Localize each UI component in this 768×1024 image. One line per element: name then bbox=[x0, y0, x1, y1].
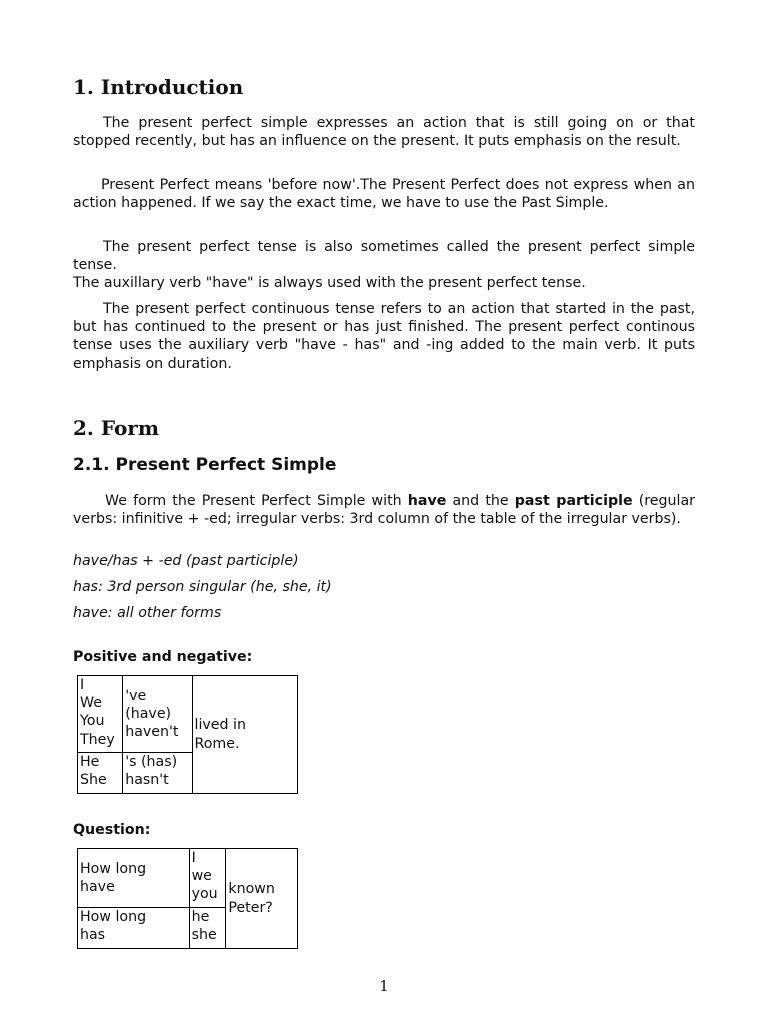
formula-line-1: have/has + -ed (past participle) bbox=[73, 553, 299, 569]
table-cell-subjects-singular bbox=[189, 908, 226, 949]
table-row bbox=[78, 849, 298, 908]
formula-line-2: has: 3rd person singular (he, she, it) bbox=[73, 579, 332, 595]
question-label: Question: bbox=[73, 822, 151, 838]
table-cell-line: They bbox=[80, 731, 115, 748]
section-heading-form: 2. Form bbox=[73, 416, 159, 440]
table-cell-line: we bbox=[191, 868, 212, 885]
table-cell-line: known bbox=[228, 881, 275, 898]
form-intro-bold-have: have bbox=[407, 493, 447, 509]
table-cell-line: hasn't bbox=[125, 772, 169, 789]
form-intro-text-1: We form the Present Perfect Simple with bbox=[105, 493, 408, 509]
table-cell-line: has bbox=[80, 927, 106, 944]
table-cell-subjects-plural bbox=[78, 676, 123, 753]
question-table bbox=[77, 848, 298, 949]
table-cell-line: 's (has) bbox=[125, 754, 178, 770]
table-cell-line: 've bbox=[125, 687, 147, 704]
table-cell-how-long-has bbox=[78, 908, 190, 949]
table-cell-line: Peter? bbox=[228, 899, 273, 916]
table-cell-subjects-plural bbox=[189, 849, 226, 908]
table-cell-line: he bbox=[191, 909, 210, 925]
table-row bbox=[78, 676, 298, 753]
table-cell-subjects-singular bbox=[78, 753, 123, 794]
table-cell-line: You bbox=[80, 713, 105, 730]
table-cell-line: He bbox=[80, 754, 100, 770]
table-cell-auxiliary-have bbox=[123, 676, 192, 753]
table-cell-line: I bbox=[191, 850, 196, 866]
table-cell-line: have bbox=[80, 879, 115, 895]
table-cell-line: she bbox=[191, 927, 217, 944]
intro-paragraph-2: Present Perfect means 'before now'.The Present Perfect does not express when an action happened. If we say the exact time, we have to use the Past Simple. bbox=[73, 177, 695, 212]
table-cell-line: She bbox=[80, 772, 107, 789]
table-cell-line: How long bbox=[80, 860, 147, 877]
formula-line-3: have: all other forms bbox=[73, 605, 222, 621]
table-cell-line: (have) bbox=[125, 705, 172, 722]
table-cell-main-verb bbox=[192, 676, 297, 794]
table-cell-line: How long bbox=[80, 909, 147, 925]
table-cell-line: We bbox=[80, 695, 102, 712]
positive-negative-table bbox=[77, 675, 298, 794]
table-cell-auxiliary-has bbox=[123, 753, 192, 794]
intro-paragraph-3-line-b: The auxillary verb "have" is always used with the present perfect tense. bbox=[73, 275, 586, 292]
form-intro-text-2: and the bbox=[446, 493, 515, 509]
intro-paragraph-3 bbox=[73, 238, 695, 293]
section-heading-introduction: 1. Introduction bbox=[73, 75, 244, 99]
intro-paragraph-1: The present perfect simple expresses an action that is still going on or that stopped recently, but has an influence on the present. It puts emphasis on the result. bbox=[73, 115, 695, 150]
subsection-heading-present-perfect-simple: 2.1. Present Perfect Simple bbox=[73, 455, 337, 475]
table-cell-line: Rome. bbox=[194, 735, 240, 752]
page-number: 1 bbox=[379, 977, 389, 995]
table-cell-line: haven't bbox=[125, 724, 179, 741]
table-cell-line: lived in bbox=[194, 717, 246, 734]
form-intro-paragraph bbox=[73, 492, 695, 528]
form-intro-bold-past-participle: past participle bbox=[514, 493, 633, 509]
intro-paragraph-3-line-a: The present perfect tense is also sometimes called the present perfect simple tense. bbox=[73, 239, 695, 274]
table-cell-main-verb bbox=[226, 849, 298, 949]
form-intro-text-3: (regular verbs: infinitive + -ed; irregular verbs: 3rd column of the table of the irregular verbs). bbox=[73, 493, 695, 528]
table-cell-how-long-have bbox=[78, 849, 190, 908]
intro-paragraph-4: The present perfect continuous tense refers to an action that started in the past, but has continued to the present or has just finished. The present perfect continous tense uses the auxiliary verb "have - has" and -ing added to the main verb. It puts emphasis on duration. bbox=[73, 301, 695, 372]
table-cell-line: you bbox=[191, 886, 218, 903]
table-cell-line: I bbox=[80, 677, 85, 693]
positive-negative-label: Positive and negative: bbox=[73, 649, 253, 665]
